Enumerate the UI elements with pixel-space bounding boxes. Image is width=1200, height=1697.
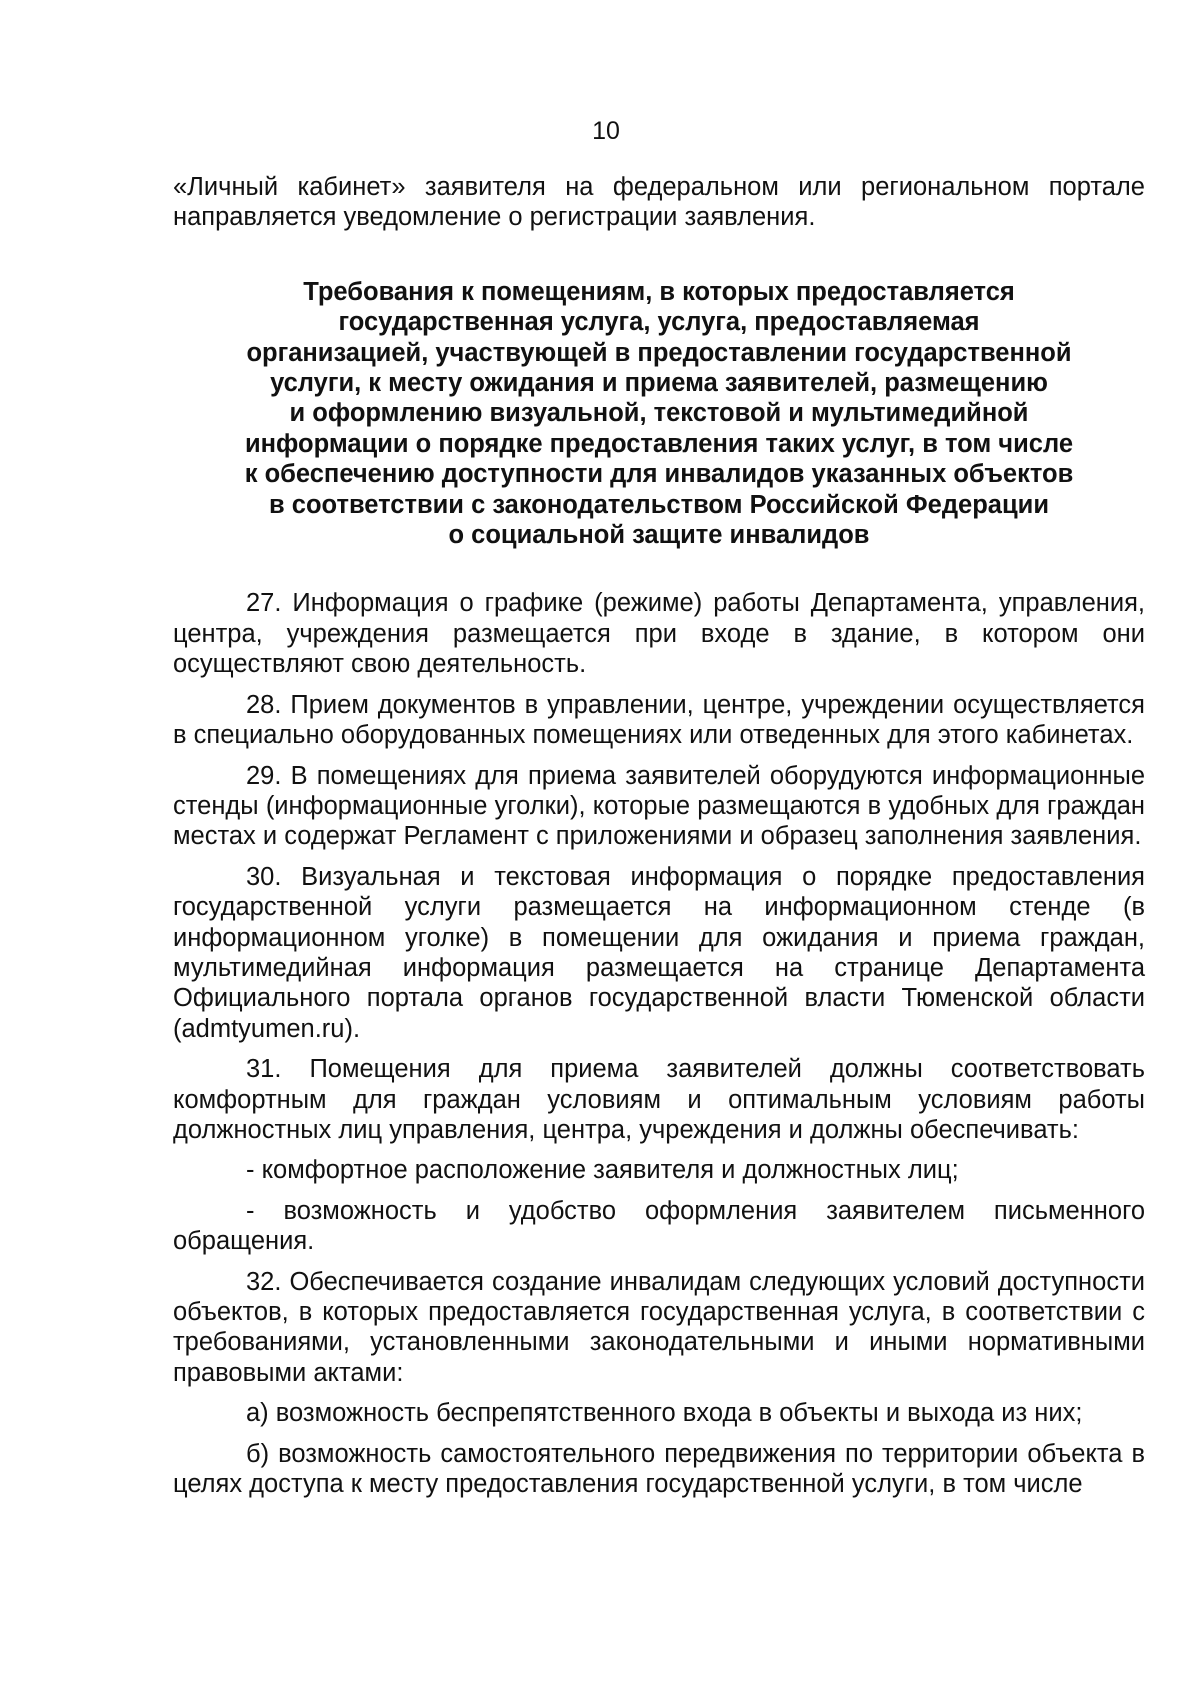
- list-item-b: б) возможность самостоятельного передвижения по территории объекта в целях доступа к месту предоставления государственной услуги, в том числе: [173, 1439, 1145, 1499]
- section-heading: [173, 277, 1145, 551]
- heading-line: информации о порядке предоставления таких услуг, в том числе: [244, 429, 1074, 458]
- heading-line: организацией, участвующей в предоставлении государственной: [246, 338, 1072, 367]
- intro-paragraph: «Личный кабинет» заявителя на федеральном или региональном портале направляется уведомление о регистрации заявления.: [173, 173, 1145, 232]
- heading-line: Требования к помещениям, в которых предоставляется: [303, 277, 1015, 306]
- paragraph-32: 32. Обеспечивается создание инвалидам следующих условий доступности объектов, в которых предоставляется государственная услуга, в соответствии с требованиями, установленными законодательными и иными нормативными правовыми актами:: [173, 1267, 1145, 1387]
- list-item-a: а) возможность беспрепятственного входа в объекты и выхода из них;: [246, 1399, 1083, 1428]
- heading-line: о социальной защите инвалидов: [448, 521, 870, 550]
- heading-line: государственная услуга, услуга, предоставляемая: [338, 308, 980, 337]
- paragraph-31: 31. Помещения для приема заявителей должны соответствовать комфортным для граждан условиям и оптимальным условиям работы должностных лиц управления, центра, учреждения и должны обеспечивать:: [173, 1055, 1145, 1144]
- paragraph-27: 27. Информация о графике (режиме) работы Департамента, управления, центра, учреждения размещается при входе в здание, в котором они осуществляют свою деятельность.: [173, 589, 1145, 679]
- heading-line: и оформлению визуальной, текстовой и мультимедийной: [289, 399, 1029, 428]
- paragraph-29: 29. В помещениях для приема заявителей оборудуются информационные стенды (информационные уголки), которые размещаются в удобных для граждан местах и содержат Регламент с приложениями и образец заполнения заявления.: [173, 761, 1145, 851]
- list-item-convenience: - возможность и удобство оформления заявителем письменного обращения.: [173, 1196, 1145, 1256]
- heading-line: к обеспечению доступности для инвалидов указанных объектов: [244, 460, 1074, 489]
- paragraph-30: 30. Визуальная и текстовая информация о порядке предоставления государственной услуги размещается на информационном стенде (в информационном уголке) в помещении для ожидания и приема граждан, мультимедийная информация размещается на странице Департамента Официального портала органов государственной власти Тюменской области (admtyumen.ru).: [173, 862, 1145, 1043]
- heading-line: услуги, к месту ожидания и приема заявителей, размещению: [270, 369, 1048, 398]
- page-number: 10: [592, 117, 620, 145]
- heading-line: в соответствии с законодательством Российской Федерации: [269, 490, 1049, 519]
- paragraph-28: 28. Прием документов в управлении, центре, учреждении осуществляется в специально оборудованных помещениях или отведенных для этого кабинетах.: [173, 690, 1145, 750]
- document-body: [173, 172, 1145, 1499]
- list-item-comfort: - комфортное расположение заявителя и должностных лиц;: [246, 1156, 959, 1185]
